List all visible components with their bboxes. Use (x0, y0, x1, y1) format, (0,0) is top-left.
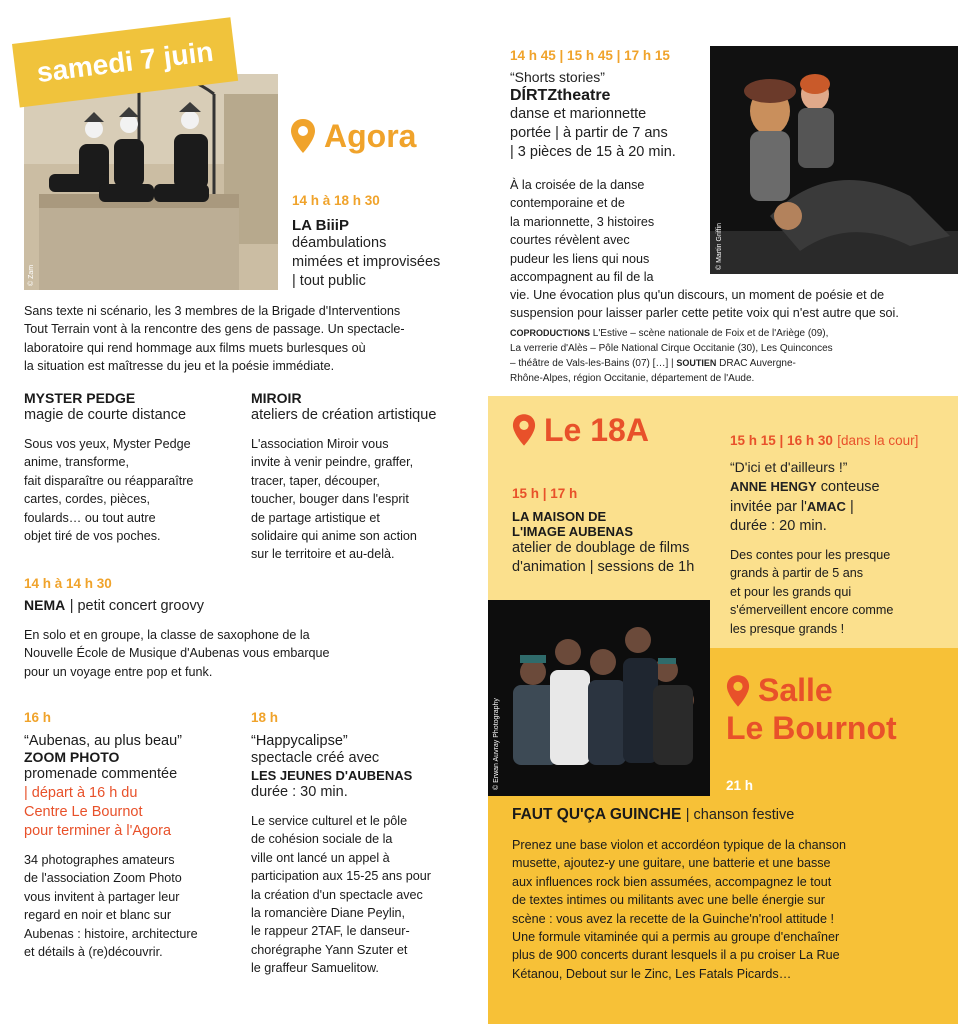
bournot-venue-name-2: Le Bournot (726, 710, 897, 746)
bournot-heading (512, 806, 952, 825)
zoom-itinerary: | départ à 16 h du Centre Le Bournot pour terminer à l'Agora (24, 785, 172, 839)
soutien-label: SOUTIEN (676, 358, 717, 368)
hengy-block (730, 432, 952, 638)
location-pin-icon (512, 413, 536, 447)
myster-subtitle: magie de courte distance (24, 407, 187, 423)
nema-title: NEMA (24, 597, 66, 613)
hengy-quote: “D'ici et d'ailleurs !” (730, 459, 848, 475)
biiip-block (292, 193, 482, 291)
miroir-block (251, 390, 483, 564)
maison-time: 15 h | 17 h (512, 486, 578, 501)
bournot-venue-heading (726, 672, 833, 708)
dirtz-description-wide: vie. Une évocation plus qu'un discours, un moment de poésie et de suspension pour laisser parler cette petite voix qui n'est autre que soi. (510, 288, 899, 321)
maison-block (512, 486, 712, 577)
dirtz-photo-credit: © Martin Griffin (716, 222, 723, 270)
happy-description: Le service culturel et le pôle de cohésion sociale de la ville ont lancé un appel à participation aux 15-25 ans pour la création d'un spectacle avec la romancière Diane Peylin, le rappeur 2TAF, le danseur- chorégraphe Yann Szuter et le graffeur Samuelitow. (251, 814, 431, 976)
dirtz-photo (710, 46, 958, 274)
biiip-subtitle: déambulations mimées et improvisées | tout public (292, 235, 441, 289)
biiip-title: LA BiiiP (292, 217, 349, 234)
agora-venue-name: Agora (324, 118, 417, 154)
date-banner-text: samedi 7 juin (35, 35, 215, 89)
myster-description: Sous vos yeux, Myster Pedge anime, transforme, fait disparaître ou réapparaître cartes, cordes, pièces, foulards… ou tout autre objet tiré de vos poches. (24, 437, 194, 544)
dirtz-description-narrow: À la croisée de la danse contemporaine et de la marionnette, 3 histoires courtes révèlent avec pudeur les liens qui nous accompagnent au fil de la (510, 178, 655, 285)
dirtz-quote: “Shorts stories” (510, 69, 605, 85)
zoom-time: 16 h (24, 710, 52, 725)
bournot-photo (488, 600, 710, 796)
bournot-venue-name-1: Salle (758, 672, 833, 708)
myster-title: MYSTER PEDGE (24, 390, 136, 406)
zoom-subtitle: promenade commentée (24, 766, 178, 782)
dirtz-title: DÍRTZtheatre (510, 87, 611, 104)
bournot-description: Prenez une base violon et accordéon typique de la chanson musette, ajoutez-y une guitare, une batterie et une basse aux influences rock bien assumées, accompagnez le tout de textes intimes ou militants avec une belle énergie sur scène : vous avez la recette de la Guinche'n'rool attitude ! Une formule vitaminée qui a permis au groupe d'enchaîner plus de 900 concerts durant lesquels il a pu croiser La Rue Kétanou, Debout sur le Zinc, Les Fatals Picards… (512, 838, 846, 981)
amac-name: AMAC (806, 499, 846, 514)
happy-block (251, 710, 483, 978)
happy-title: LES JEUNES D'AUBENAS (251, 768, 413, 783)
nema-description: En solo et en groupe, la classe de saxophone de la Nouvelle École de Musique d'Aubenas vous embarque pour un voyage entre pop et funk. (24, 628, 330, 679)
bournot-title: FAUT QU'ÇA GUINCHE (512, 806, 682, 823)
zoom-description: 34 photographes amateurs de l'association Zoom Photo vous invitent à partager leur regard en noir et blanc sur Aubenas : histoire, architecture et détails à (re)découvrir. (24, 853, 198, 960)
happy-time: 18 h (251, 710, 279, 725)
nema-subtitle: | petit concert groovy (69, 598, 205, 614)
myster-block (24, 390, 244, 545)
biiip-description: Sans texte ni scénario, les 3 membres de la Brigade d'Interventions Tout Terrain vont à la rencontre des gens de passage. Un spectacle- laboratoire qui rend hommage aux films muets burlesques où la situation est maîtresse du jeu et la poésie immédiate. (24, 304, 405, 374)
maison-title: LA MAISON DE L'IMAGE AUBENAS (512, 509, 634, 539)
agora-photo (24, 74, 278, 290)
happy-quote: “Happycalipse” (251, 733, 348, 749)
hengy-time: 15 h 15 | 16 h 30 (730, 433, 833, 448)
happy-duration: durée : 30 min. (251, 784, 348, 800)
hengy-artist: ANNE HENGY conteuse (730, 479, 880, 495)
bournot-subtitle: | chanson festive (685, 807, 795, 823)
nema-heading (24, 597, 474, 616)
hengy-duration: durée : 20 min. (730, 518, 827, 534)
bournot-time: 21 h (726, 778, 754, 793)
dirtz-time: 14 h 45 | 15 h 45 | 17 h 15 (510, 48, 670, 63)
le18a-venue-name: Le 18A (544, 412, 649, 448)
maison-subtitle: atelier de doublage de films d'animation | sessions de 1h (512, 540, 695, 575)
bournot-photo-credit: © Erwan Auvray Photography (493, 698, 500, 790)
zoom-title: ZOOM PHOTO (24, 749, 120, 765)
happy-subtitle: spectacle créé avec (251, 750, 380, 766)
le18a-venue-heading (512, 412, 649, 448)
hengy-title: ANNE HENGY (730, 479, 817, 494)
miroir-title: MIROIR (251, 390, 302, 406)
agora-venue-heading (290, 118, 416, 154)
zoom-quote: “Aubenas, au plus beau” (24, 733, 182, 749)
dirtz-block (510, 48, 710, 286)
biiip-time: 14 h à 18 h 30 (292, 193, 380, 208)
zoom-block (24, 710, 244, 961)
hengy-time-note: [dans la cour] (837, 433, 919, 448)
location-pin-icon (290, 118, 316, 154)
miroir-description: L'association Miroir vous invite à venir peindre, graffer, tracer, taper, découper, toucher, bouger dans l'esprit de partage artistique et solidaire qui anime son action sur le territoire et au-delà. (251, 437, 417, 562)
dirtz-subtitle: danse et marionnette portée | à partir de 7 ans | 3 pièces de 15 à 20 min. (510, 106, 676, 160)
coprod-label: COPRODUCTIONS (510, 328, 591, 338)
hengy-description: Des contes pour les presque grands à partir de 5 ans et pour les grands qui s'émerveillent encore comme les presque grands ! (730, 548, 894, 636)
hengy-time-line (730, 432, 952, 450)
dirtz-credits: COPRODUCTIONS L'Estive – scène nationale de Foix et de l'Ariège (09), La verrerie d'Alès – Pôle National Cirque Occitanie (30), Les Quinconces – théâtre de Vals-les-Bains (07) […] | SOUTIEN DRAC Auvergne- Rhône-Alpes, région Occitanie, département de l'Aude. (510, 328, 833, 384)
nema-block (24, 576, 474, 681)
location-pin-icon (726, 674, 750, 708)
miroir-subtitle: ateliers de création artistique (251, 407, 437, 423)
nema-time: 14 h à 14 h 30 (24, 576, 112, 591)
hengy-invite: invitée par l'AMAC | (730, 499, 854, 515)
agora-photo-credit: © Zam (28, 264, 35, 286)
